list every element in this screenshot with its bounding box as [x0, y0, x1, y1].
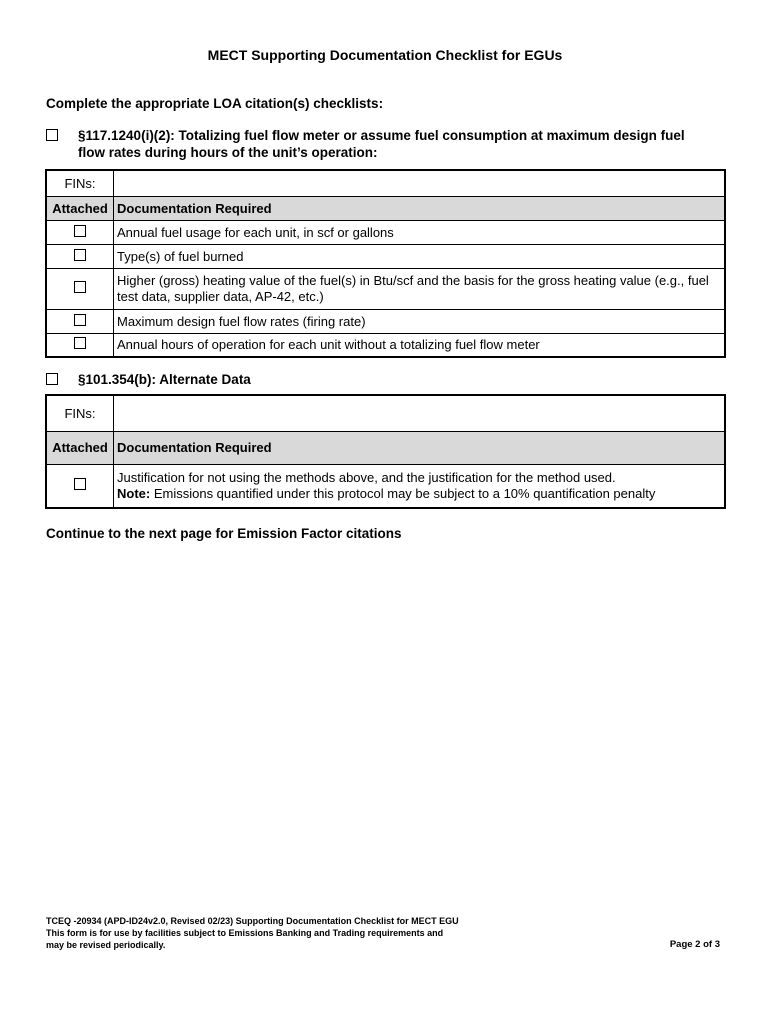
section1-fins-row	[46, 170, 725, 196]
page-title: MECT Supporting Documentation Checklist for EGUs	[207, 47, 563, 63]
section1-heading-row	[46, 127, 708, 161]
attached-checkbox[interactable]	[74, 225, 86, 237]
table-row	[46, 268, 725, 309]
footer-line2: This form is for use by facilities subject to Emissions Banking and Trading requirements and	[46, 928, 444, 938]
section1-header-row	[46, 196, 725, 220]
attached-checkbox[interactable]	[74, 478, 86, 490]
section2-heading: §101.354(b): Alternate Data	[78, 372, 251, 387]
table-row	[46, 333, 725, 357]
section1-checkbox[interactable]	[46, 129, 58, 141]
footer	[46, 915, 459, 951]
intro-text: Complete the appropriate LOA citation(s) checklists:	[46, 96, 384, 111]
doc-required-cell	[114, 464, 726, 508]
doc-required-text: Annual hours of operation for each unit without a totalizing fuel flow meter	[114, 333, 726, 357]
section2-checkbox[interactable]	[46, 373, 58, 385]
section2-col-attached: Attached	[46, 431, 114, 464]
table-row	[46, 464, 725, 508]
doc-required-text: Higher (gross) heating value of the fuel(s) in Btu/scf and the basis for the gross heating value (e.g., fuel test data, supplier data, AP-42, etc.)	[114, 268, 726, 309]
note-text: Emissions quantified under this protocol may be subject to a 10% quantification penalty	[150, 485, 656, 501]
section1-table	[45, 169, 726, 358]
attached-checkbox[interactable]	[74, 314, 86, 326]
table-row	[46, 309, 725, 333]
section1-col-doc: Documentation Required	[114, 196, 726, 220]
note-line	[117, 486, 721, 502]
section2-heading-row	[46, 371, 708, 388]
doc-required-text: Type(s) of fuel burned	[114, 244, 726, 268]
doc-required-text: Justification for not using the methods above, and the justification for the method used.	[117, 469, 616, 485]
section1-fins-field[interactable]	[114, 170, 726, 196]
footer-line1: TCEQ -20934 (APD-ID24v2.0, Revised 02/23) Supporting Documentation Checklist for MECT EGU	[46, 916, 459, 926]
attached-checkbox[interactable]	[74, 337, 86, 349]
table-row	[46, 244, 725, 268]
table-row	[46, 220, 725, 244]
attached-checkbox[interactable]	[74, 249, 86, 261]
section1-fins-label: FINs:	[46, 170, 114, 196]
attached-checkbox[interactable]	[74, 281, 86, 293]
section2-header-row	[46, 431, 725, 464]
continue-text: Continue to the next page for Emission Factor citations	[46, 526, 402, 541]
page-number: Page 2 of 3	[669, 939, 720, 950]
doc-required-text: Maximum design fuel flow rates (firing rate)	[114, 309, 726, 333]
section2-fins-label: FINs:	[46, 395, 114, 431]
footer-line3: may be revised periodically.	[46, 940, 166, 950]
note-label: Note:	[117, 485, 151, 501]
section2-fins-row	[46, 395, 725, 431]
section2-fins-field[interactable]	[114, 395, 726, 431]
section1-heading: §117.1240(i)(2): Totalizing fuel flow meter or assume fuel consumption at maximum design fuel flow rates during hours of the unit’s operation:	[78, 128, 685, 160]
doc-required-text: Annual fuel usage for each unit, in scf or gallons	[114, 220, 726, 244]
section2-col-doc: Documentation Required	[114, 431, 726, 464]
section1-col-attached: Attached	[46, 196, 114, 220]
section2-table	[45, 394, 726, 509]
